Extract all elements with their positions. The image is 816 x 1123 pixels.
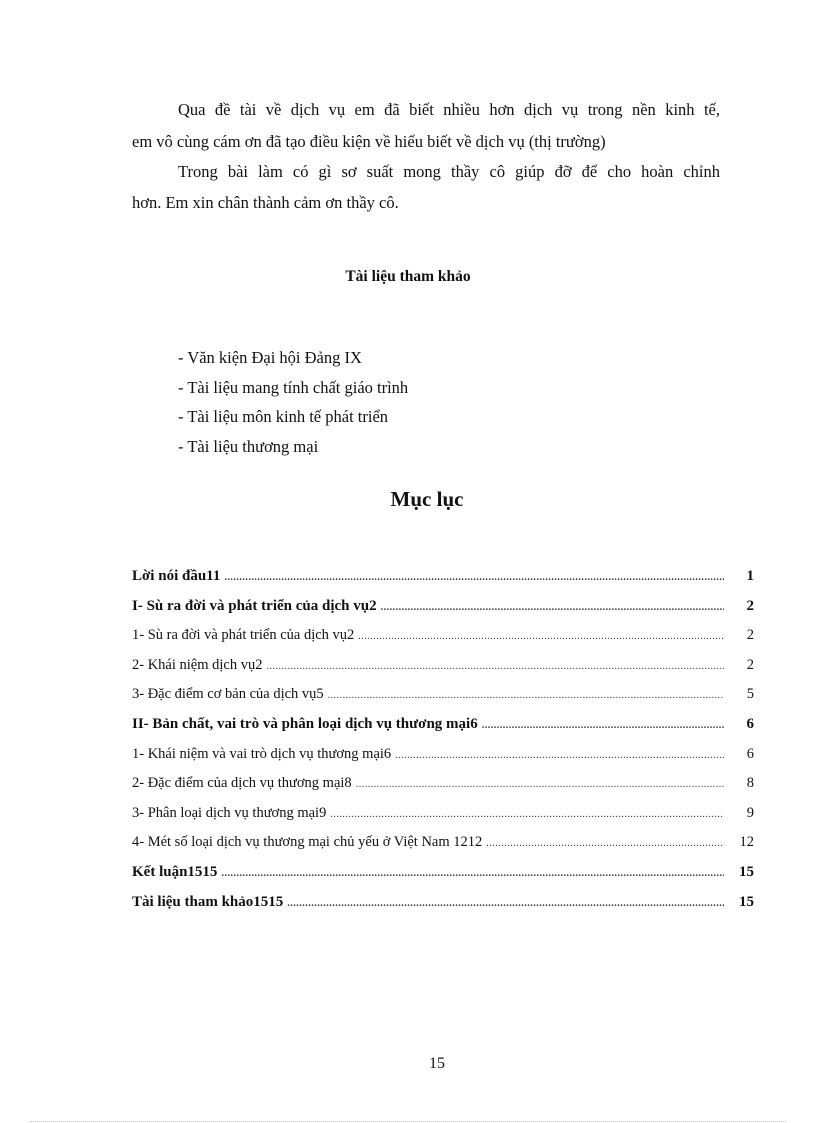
footer-divider — [30, 1121, 786, 1122]
toc-entry-label: 2- Khái niệm dịch vụ2 — [132, 656, 263, 673]
toc-leader-dots — [395, 750, 724, 761]
toc-entry-page: 15 — [739, 863, 754, 880]
toc-entry[interactable] — [132, 716, 754, 746]
toc-entry-label: Lời nói đầu11 — [132, 568, 221, 584]
toc-entry-label: Tài liệu tham khảo1515 — [132, 893, 284, 910]
toc-entry[interactable] — [132, 775, 754, 805]
toc-entry-label: II- Bản chất, vai trò và phân loại dịch vụ thương mại6 — [132, 715, 478, 732]
toc-entry-label: I- Sù ra đời và phát triển của dịch vụ2 — [132, 597, 377, 614]
toc-entry[interactable] — [132, 864, 754, 894]
closing-paragraph-2-line-1: Trong bài làm có gì sơ suất mong thầy cô giúp đỡ để cho hoàn chỉnh — [178, 162, 720, 181]
toc-title: Mục lục — [390, 487, 464, 511]
closing-paragraph-line-1: Qua đề tài về dịch vụ em đã biết nhiều hơn dịch vụ trong nền kinh tế, — [178, 100, 720, 119]
toc-leader-dots — [486, 838, 724, 849]
toc-entry[interactable] — [132, 894, 754, 924]
toc-leader-dots — [287, 898, 724, 909]
reference-item: - Văn kiện Đại hội Đảng IX — [178, 348, 362, 367]
page-number: 15 — [429, 1055, 445, 1072]
toc-leader-dots — [356, 779, 724, 790]
toc-entry[interactable] — [132, 657, 754, 687]
toc-entry-page: 5 — [746, 686, 754, 703]
toc-entry-label: 3- Phân loại dịch vụ thương mại9 — [132, 804, 327, 821]
references-title: Tài liệu tham khảo — [345, 268, 471, 285]
toc-leader-dots — [328, 690, 724, 701]
toc-entry-page: 12 — [739, 834, 754, 851]
toc-entry-page: 2 — [746, 627, 754, 644]
toc-entry-label: 1- Khái niệm và vai trò dịch vụ thương mại6 — [132, 745, 392, 762]
toc-entry-label: 2- Đặc điểm của dịch vụ thương mại8 — [132, 775, 352, 792]
reference-item: - Tài liệu mang tính chất giáo trình — [178, 377, 409, 397]
toc-leader-dots — [224, 572, 724, 583]
closing-paragraph-line-2: em vô cùng cám ơn đã tạo điều kiện về hiểu biết về dịch vụ (thị trường) — [132, 132, 606, 151]
toc-entry-page: 2 — [746, 656, 754, 673]
toc-leader-dots — [266, 661, 724, 672]
toc-entry-label: 4- Mét số loại dịch vụ thương mại chủ yếu ở Việt Nam 1212 — [132, 834, 483, 851]
toc-entry[interactable] — [132, 805, 754, 835]
toc-entry[interactable] — [132, 598, 754, 628]
toc-leader-dots — [221, 868, 724, 879]
toc-entry-page: 9 — [746, 804, 754, 821]
toc-entry[interactable] — [132, 746, 754, 776]
toc-entry[interactable] — [132, 627, 754, 657]
closing-paragraph-2-line-2: hơn. Em xin chân thành cảm ơn thầy cô. — [132, 193, 399, 212]
toc-entry-page: 2 — [746, 597, 754, 614]
toc-entry-page: 6 — [746, 715, 754, 732]
toc-entry-label: 1- Sù ra đời và phát triển của dịch vụ2 — [132, 627, 355, 644]
toc-leader-dots — [330, 809, 724, 820]
toc-leader-dots — [482, 720, 724, 731]
toc-entry-page: 6 — [746, 745, 754, 762]
toc-leader-dots — [358, 631, 724, 642]
toc-entry[interactable] — [132, 834, 754, 864]
toc-entry[interactable] — [132, 568, 754, 598]
toc-entry-page: 15 — [739, 893, 754, 910]
toc-entry-page: 8 — [746, 775, 754, 792]
toc-leader-dots — [381, 602, 724, 613]
reference-item: - Tài liệu thương mại — [178, 436, 319, 456]
toc-entry[interactable] — [132, 686, 754, 716]
toc-entry-page: 1 — [746, 568, 754, 584]
toc-entry-label: Kết luận1515 — [132, 863, 218, 880]
reference-item: - Tài liệu môn kinh tế phát triển — [178, 407, 389, 426]
table-of-contents — [132, 568, 754, 923]
toc-entry-label: 3- Đặc điểm cơ bản của dịch vụ5 — [132, 686, 324, 703]
references-list — [178, 343, 408, 461]
